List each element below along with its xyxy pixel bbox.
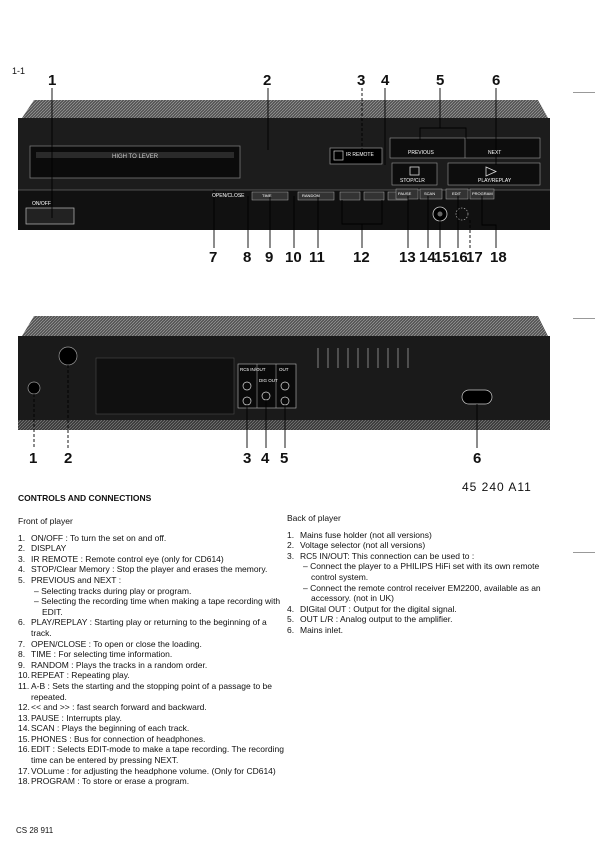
list-item-number: 4. — [18, 564, 26, 575]
callout-front-5: 5 — [436, 72, 445, 89]
list-item-number: 18. — [18, 776, 30, 787]
list-item-number: 11. — [18, 680, 30, 691]
list-item — [18, 596, 286, 617]
list-item-text: – Connect the remote control receiver EM2200, available as an accessory. (not in UK) — [303, 582, 541, 604]
callout-front-9: 9 — [265, 249, 274, 266]
front-top-lid — [22, 100, 548, 118]
list-item-number: 14. — [18, 723, 30, 734]
play-label: PLAY/REPLAY — [478, 178, 512, 184]
list-item-text: PREVIOUS and NEXT : — [31, 574, 122, 585]
list-item-text: EDIT : Selects EDIT-mode to make a tape recording. The recording time can be entered by pressing NEXT. — [31, 744, 284, 766]
callout-front-13: 13 — [399, 249, 416, 266]
callout-front-16: 16 — [451, 249, 468, 266]
stop-label: STOP/CLR — [400, 178, 425, 184]
next-label: NEXT — [488, 150, 502, 156]
list-item-number: 15. — [18, 733, 30, 744]
list-item — [18, 744, 286, 765]
disc-tray — [30, 146, 240, 178]
list-item — [18, 681, 286, 702]
list-item — [287, 530, 557, 541]
list-item-number: 5. — [287, 614, 295, 625]
list-item — [18, 533, 286, 544]
list-item-text: OPEN/CLOSE : To open or close the loading. — [31, 638, 202, 649]
list-item — [18, 649, 286, 660]
list-item-text: – Connect the player to a PHILIPS HiFi set with its own remote control system. — [303, 561, 540, 582]
list-item-text: Mains fuse holder (not all versions) — [300, 529, 432, 540]
fuse-holder — [28, 382, 40, 394]
list-item-number: 3. — [18, 553, 26, 564]
front-heading: Front of player — [18, 516, 73, 526]
list-item — [287, 561, 557, 582]
list-item — [18, 670, 286, 681]
program-label: PROGRAM — [472, 191, 493, 196]
callout-front-7: 7 — [209, 249, 218, 266]
callout-front-10: 10 — [285, 249, 302, 266]
previous-label: PREVIOUS — [408, 150, 434, 156]
footer-code: CS 28 911 — [16, 826, 54, 835]
list-item-number: 2. — [287, 540, 295, 551]
list-item — [287, 625, 557, 636]
list-item — [287, 551, 557, 562]
on-off-label: ON/OFF — [32, 201, 51, 207]
list-item-text: PHONES : Bus for connection of headphones. — [31, 733, 206, 744]
list-item-text: PROGRAM : To store or erase a program. — [31, 776, 190, 787]
list-item-number: 8. — [18, 649, 26, 660]
callout-back-4: 4 — [261, 450, 270, 467]
list-item — [18, 639, 286, 650]
front-of-player-list — [18, 516, 286, 787]
list-item — [287, 614, 557, 625]
list-item — [18, 702, 286, 713]
list-item — [18, 660, 286, 671]
disc-tray-label: HIGH TO LEVER — [112, 154, 159, 160]
list-item-number: 2. — [18, 543, 26, 554]
list-item-text: REPEAT : Repeating play. — [31, 670, 130, 681]
list-item — [18, 723, 286, 734]
random-label: RANDOM — [302, 193, 320, 198]
list-item-text: OUT L/R : Analog output to the amplifier. — [300, 614, 453, 625]
list-item-number: 4. — [287, 603, 295, 614]
callout-front-4: 4 — [381, 72, 390, 89]
on-off-button — [26, 208, 74, 224]
pause-label: PAUSE — [398, 191, 412, 196]
list-item-text: – Selecting the recording time when making a tape recording with EDIT. — [34, 596, 281, 617]
list-item-text: DISPLAY — [31, 543, 67, 554]
list-item — [18, 617, 286, 638]
document-number: 45 240 A11 — [462, 480, 532, 494]
list-item-number: 10. — [18, 670, 30, 681]
list-item-number: 1. — [287, 529, 295, 540]
dig-out-label: DIG OUT — [259, 378, 278, 383]
list-item — [18, 776, 286, 787]
list-item-number: 5. — [18, 574, 26, 585]
callout-back-2: 2 — [64, 450, 73, 467]
callout-back-3: 3 — [243, 450, 252, 467]
list-item — [18, 543, 286, 554]
section-title: CONTROLS AND CONNECTIONS — [18, 493, 152, 503]
out-label: OUT — [279, 367, 289, 372]
list-item-number: 6. — [18, 617, 26, 628]
time-label: TIME — [262, 193, 272, 198]
list-item-number: 1. — [18, 532, 26, 543]
callout-front-14: 14 — [419, 249, 436, 266]
scan-label: SCAN — [424, 191, 436, 196]
list-item — [18, 734, 286, 745]
list-item-text: << and >> : fast search forward and backward. — [31, 702, 207, 713]
page-label: 1-1 — [12, 66, 26, 76]
callout-front-2: 2 — [263, 72, 272, 89]
list-item — [287, 540, 557, 551]
ir-remote-label: IR REMOTE — [346, 152, 374, 158]
callout-front-1: 1 — [48, 72, 57, 89]
list-item — [287, 583, 557, 604]
callout-front-17: 17 — [466, 249, 483, 266]
callout-front-8: 8 — [243, 249, 252, 266]
list-item — [18, 713, 286, 724]
list-item-number: 7. — [18, 638, 26, 649]
list-item-text: Mains inlet. — [300, 624, 343, 635]
list-item-text: PLAY/REPLAY : Starting play or returning to the beginning of a track. — [31, 617, 267, 638]
callout-front-12: 12 — [353, 249, 370, 266]
back-top-lid — [22, 316, 548, 336]
list-item-number: 13. — [18, 712, 30, 723]
callout-front-18: 18 — [490, 249, 507, 266]
list-item-text: PAUSE : Interrupts play. — [31, 712, 122, 723]
edit-label: EDIT — [452, 191, 462, 196]
mains-inlet — [462, 390, 492, 404]
list-item-text: STOP/Clear Memory : Stop the player and erases the memory. — [31, 564, 268, 575]
callout-front-11: 11 — [309, 249, 325, 266]
list-item-text: VOLume : for adjusting the headphone volume. (Only for CD614) — [31, 765, 276, 776]
callout-back-5: 5 — [280, 450, 289, 467]
list-item-text: RC5 IN/OUT: This connection can be used to : — [300, 550, 475, 561]
list-item-number: 6. — [287, 624, 295, 635]
list-item — [18, 564, 286, 575]
list-item-number: 12. — [18, 702, 30, 713]
list-item-number: 9. — [18, 659, 26, 670]
list-item-text: A-B : Sets the starting and the stopping point of a passage to be repeated. — [31, 680, 272, 702]
list-item — [18, 586, 286, 597]
open-close-label: OPEN/CLOSE — [212, 193, 245, 199]
list-item — [18, 575, 286, 586]
list-item-text: Voltage selector (not all versions) — [300, 540, 426, 551]
callout-front-15: 15 — [434, 249, 451, 266]
back-heading: Back of player — [287, 513, 341, 523]
list-item-text: SCAN : Plays the beginning of each track. — [31, 723, 190, 734]
list-item-number: 3. — [287, 550, 295, 561]
callout-back-6: 6 — [473, 450, 482, 467]
list-item — [18, 554, 286, 565]
callout-front-6: 6 — [492, 72, 501, 89]
list-item-text: – Selecting tracks during play or program. — [34, 585, 192, 596]
callout-front-3: 3 — [357, 72, 366, 89]
voltage-selector — [59, 347, 77, 365]
list-item-text: ON/OFF : To turn the set on and off. — [31, 532, 167, 543]
list-item-text: TIME : For selecting time information. — [31, 649, 173, 660]
list-item — [18, 766, 286, 777]
list-item — [287, 604, 557, 615]
list-item-number: 17. — [18, 765, 30, 776]
callout-back-1: 1 — [29, 450, 38, 467]
list-item-text: DIGital OUT : Output for the digital signal. — [300, 603, 457, 614]
back-of-player-list — [287, 513, 557, 636]
list-item-text: IR REMOTE : Remote control eye (only for CD614) — [31, 553, 224, 564]
list-item-text: RANDOM : Plays the tracks in a random order. — [31, 659, 208, 670]
rc5-label: RC5 IN/OUT — [240, 367, 266, 372]
list-item-number: 16. — [18, 744, 30, 755]
edge-mark — [573, 552, 595, 553]
